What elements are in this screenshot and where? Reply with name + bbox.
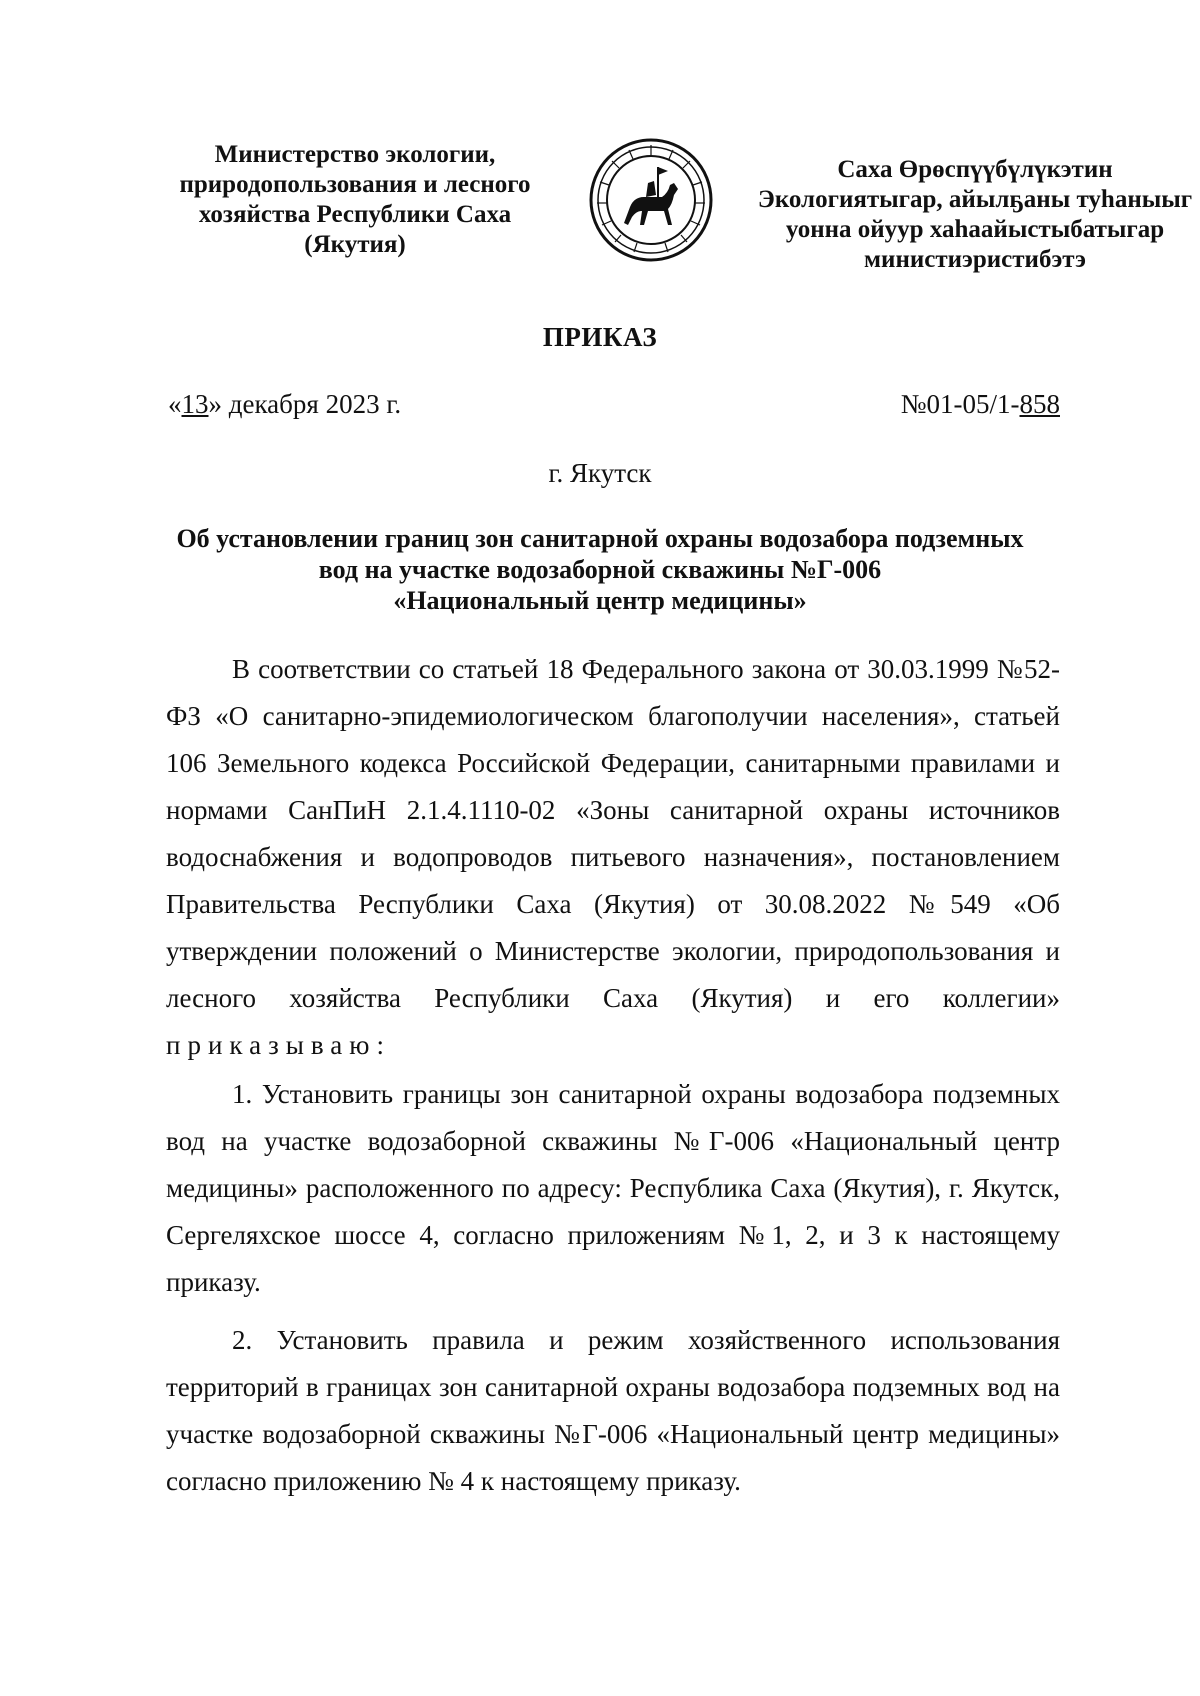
preamble-text: В соответствии со статьей 18 Федерального закона от 30.03.1999 №52-ФЗ «О санитарно-эпидемиологическом благополучии населения», статьей 106 Земельного кодекса Российской Федерации, санитарными правилами и нормами СанПиН 2.1.4.1110-02 «Зоны санитарной охраны источников водоснабжения и водопроводов питьевого назначения», постановлением Правительства Республики Саха (Якутия) от 30.08.2022 №549 «Об утверждении положений о Министерстве экологии, природопользования и лесного хозяйства Республики Саха (Якутия) и его коллегии»	[166, 654, 1060, 1013]
document-subject	[150, 523, 1050, 616]
date-day: 13	[181, 389, 209, 419]
ministry-line: природопользования и лесного	[179, 171, 531, 198]
document-number	[901, 389, 1060, 420]
ministry-line: (Якутия)	[304, 231, 406, 258]
order-word: приказываю:	[166, 1030, 391, 1060]
preamble-paragraph	[166, 646, 1060, 1069]
order-item-2: 2. Установить правила и режим хозяйственного использования территорий в границах зон санитарной охраны водозабора подземных вод на участке водозаборной скважины №Г-006 «Национальный центр медицины» согласно приложению № 4 к настоящему приказу.	[166, 1325, 1060, 1496]
ministry-line: Саха Өрөспүүбүлүкэтин	[837, 156, 1113, 183]
ministry-line: министиэристибэтэ	[864, 246, 1086, 273]
subject-line: вод на участке водозаборной скважины №Г-006	[318, 555, 882, 584]
order-item-1: 1. Установить границы зон санитарной охраны водозабора подземных вод на участке водозаборной скважины №Г-006 «Национальный центр медицины» расположенного по адресу: Республика Саха (Якутия), г. Якутск, Сергеляхское шоссе 4, согласно приложениям №1, 2, и 3 к настоящему приказу.	[166, 1079, 1060, 1297]
number-prefix: №01-05/1-	[900, 389, 1020, 419]
document-date	[168, 389, 401, 420]
subject-line: Об установлении границ зон санитарной охраны водозабора подземных	[176, 524, 1024, 553]
ministry-line: Экологиятыгар, айылҕаны туһаныыг	[757, 186, 1193, 213]
date-open-quote: «	[168, 389, 182, 419]
yakutia-coat-of-arms-icon	[588, 137, 714, 263]
ministry-line: Министерство экологии,	[214, 141, 496, 168]
ministry-name-yakut	[740, 155, 1200, 275]
document-title: ПРИКАЗ	[542, 322, 658, 352]
ministry-line: хозяйства Республики Саха	[198, 201, 512, 228]
date-month-year: » декабря 2023 г.	[208, 389, 402, 419]
number-suffix: 858	[1019, 389, 1060, 419]
document-body	[166, 646, 1060, 1505]
ministry-line: уонна ойуур хаһаайыстыбатыгар	[785, 216, 1165, 243]
ministry-name-russian	[160, 140, 550, 260]
subject-line: «Национальный центр медицины»	[393, 586, 807, 615]
document-city: г. Якутск	[548, 458, 652, 488]
